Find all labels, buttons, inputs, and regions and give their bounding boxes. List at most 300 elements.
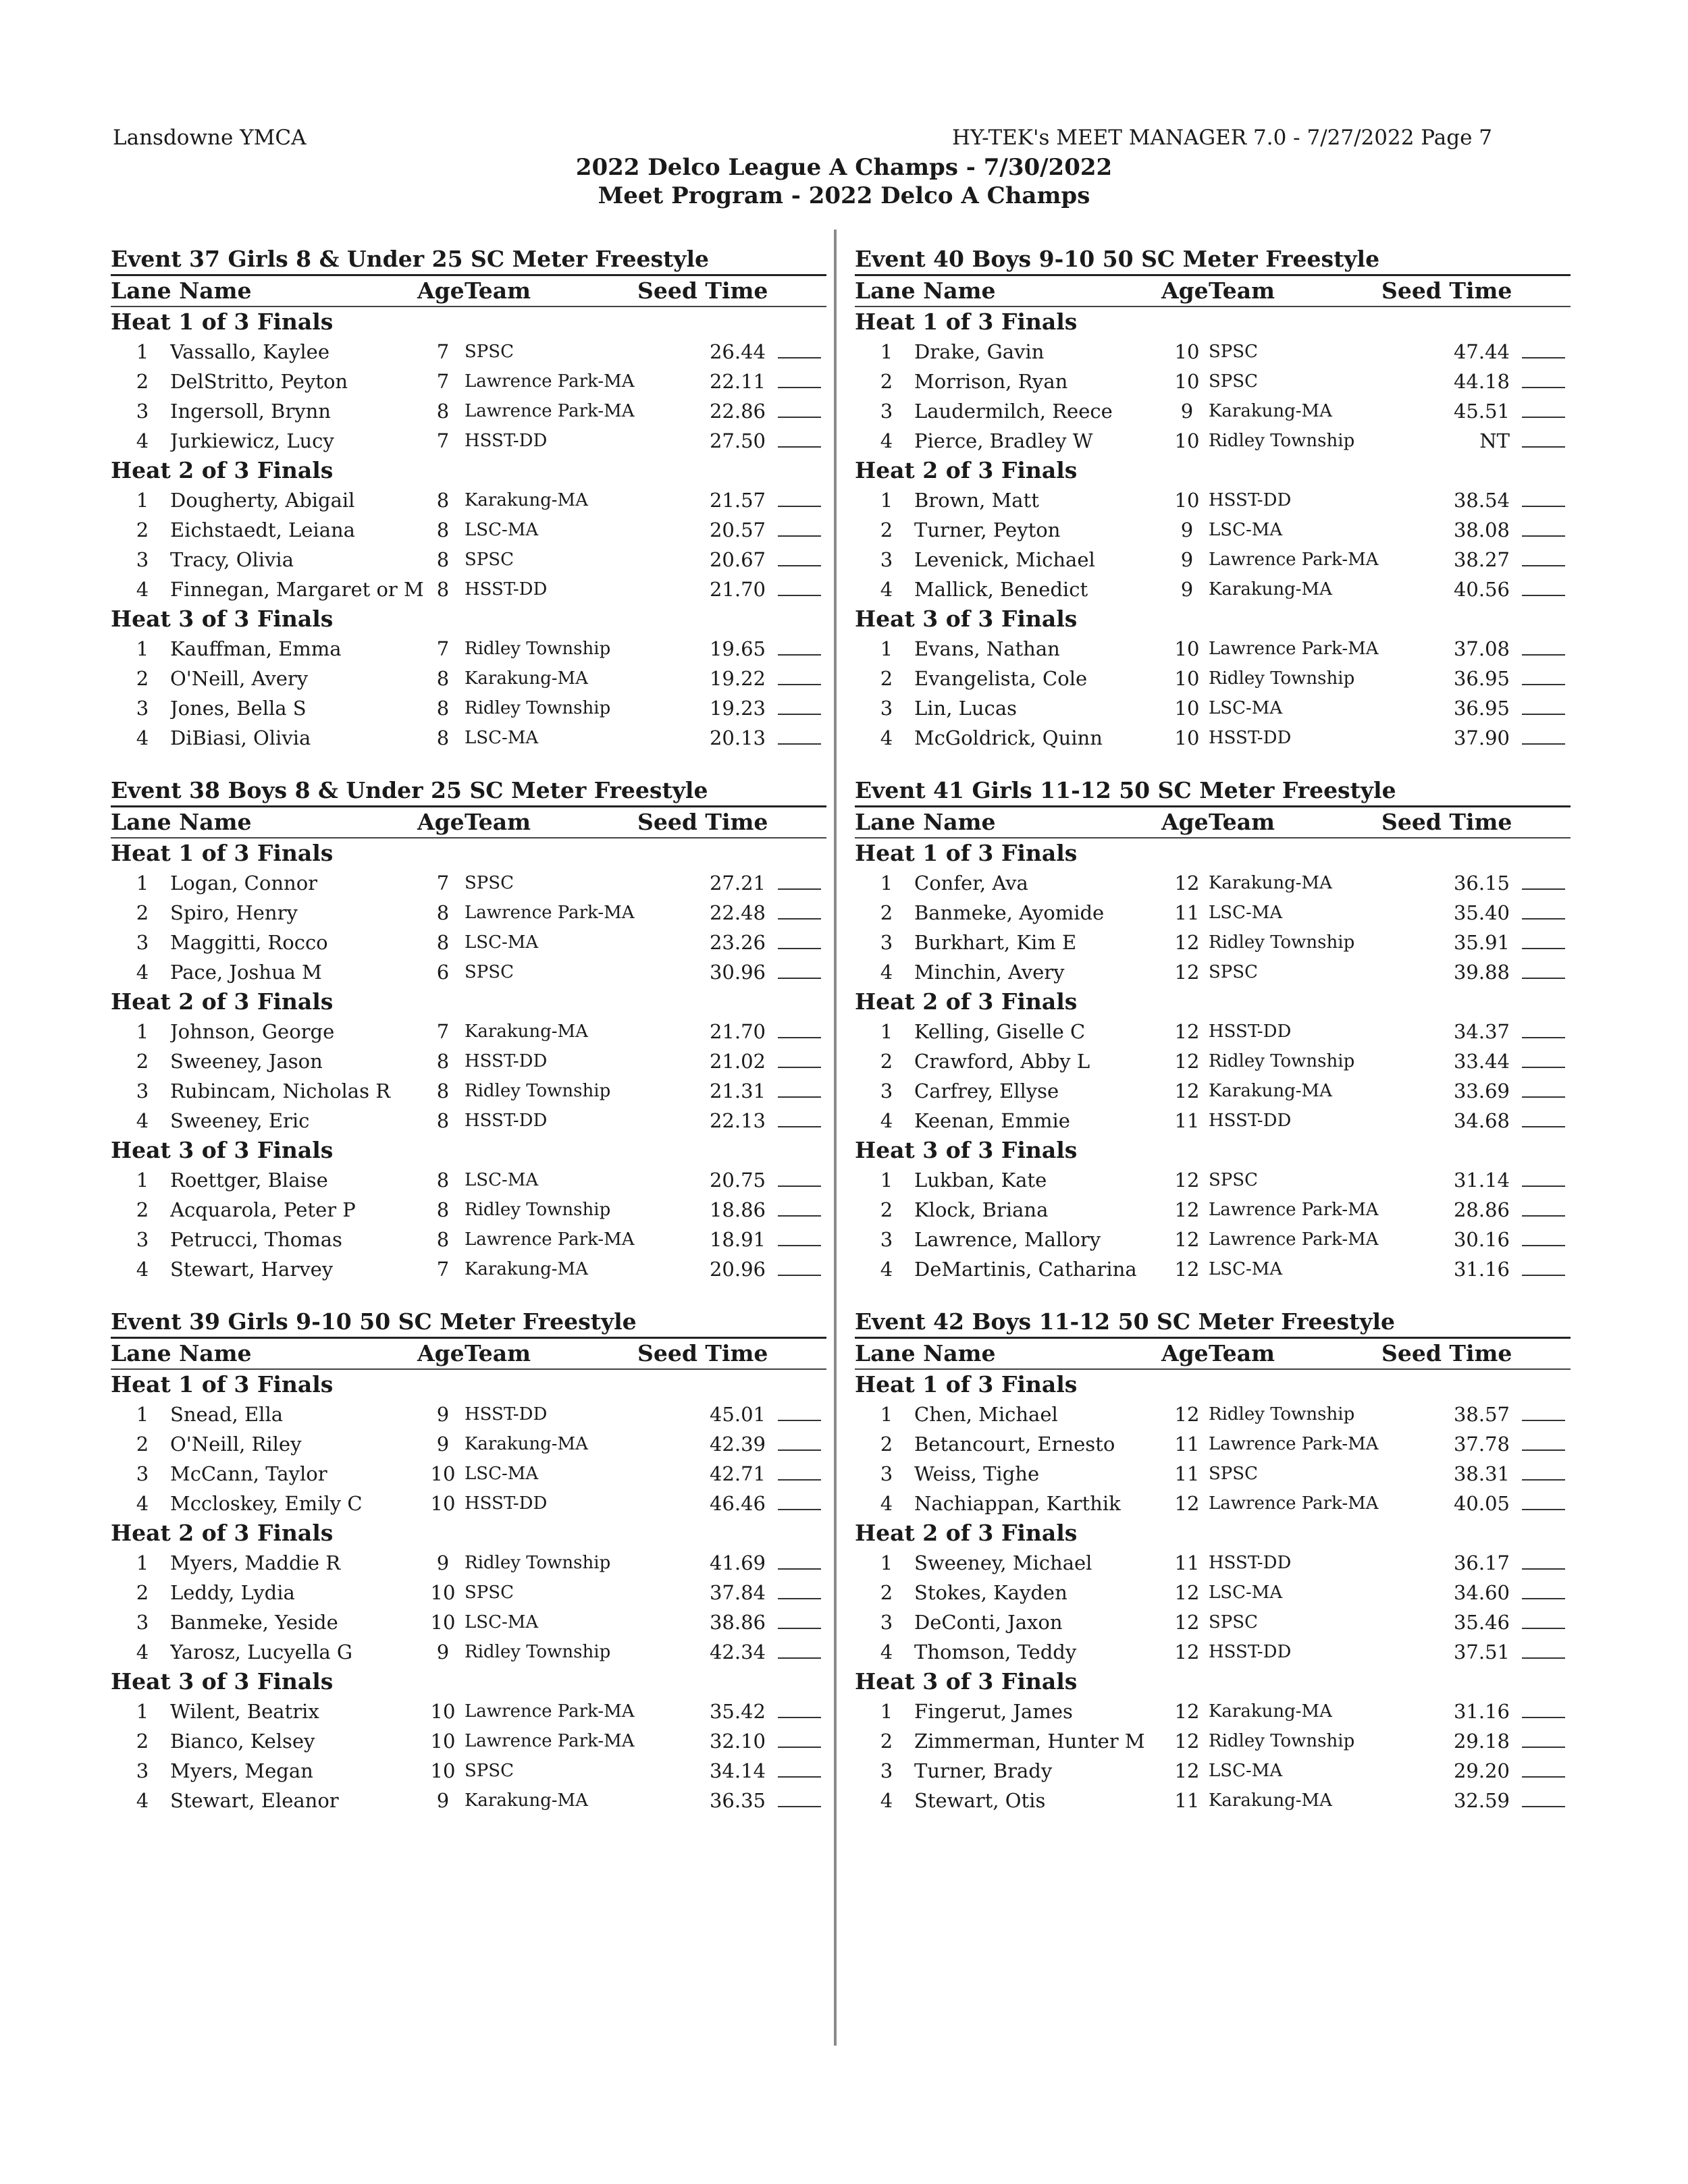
entry-row — [855, 957, 1571, 987]
team-name: SPSC — [465, 1582, 515, 1603]
team-name: SPSC — [465, 962, 515, 982]
lane-number: 1 — [880, 637, 893, 660]
heat-label: Heat 3 of 3 Finals — [111, 1668, 334, 1695]
seed-time-header: Seed Time — [637, 809, 768, 835]
swimmer-name: O'Neill, Riley — [170, 1433, 302, 1456]
entry-row — [111, 1786, 826, 1815]
event-block — [111, 776, 826, 1284]
seed-time: 21.70 — [709, 578, 766, 601]
entry-row — [855, 723, 1571, 753]
seed-time: 42.71 — [709, 1462, 766, 1485]
result-blank-line — [1522, 714, 1565, 715]
swimmer-name: Logan, Connor — [170, 872, 318, 895]
entry-row — [855, 1726, 1571, 1756]
result-blank-line — [1522, 1657, 1565, 1659]
seed-time: 31.16 — [1453, 1700, 1510, 1723]
seed-time: 34.60 — [1453, 1581, 1510, 1604]
result-blank-line — [778, 417, 821, 418]
team-name: Ridley Township — [1209, 668, 1355, 689]
swimmer-age: 12 — [1174, 1228, 1200, 1251]
result-blank-line — [1522, 1067, 1565, 1068]
swimmer-age: 7 — [436, 370, 450, 393]
seed-time: 37.08 — [1453, 637, 1510, 660]
team-name: Karakung-MA — [465, 490, 588, 510]
swimmer-age: 11 — [1174, 1433, 1200, 1456]
result-blank-line — [778, 1420, 821, 1421]
heat-label: Heat 2 of 3 Finals — [855, 988, 1078, 1015]
swimmer-age: 9 — [436, 1403, 450, 1426]
seed-time: 20.96 — [709, 1258, 766, 1281]
swimmer-name: Roettger, Blaise — [170, 1169, 328, 1192]
swimmer-name: Jurkiewicz, Lucy — [170, 429, 334, 452]
swimmer-name: Banmeke, Ayomide — [914, 901, 1105, 924]
entry-row — [855, 664, 1571, 693]
swimmer-age: 10 — [430, 1462, 456, 1485]
team-name: LSC-MA — [1209, 1582, 1283, 1603]
swimmer-age: 9 — [436, 1551, 450, 1574]
swimmer-age: 10 — [1174, 667, 1200, 690]
team-name: SPSC — [465, 1761, 515, 1781]
swimmer-name: Maggitti, Rocco — [170, 931, 328, 954]
team-name: HSST-DD — [1209, 490, 1292, 510]
entry-row — [855, 868, 1571, 898]
team-name: Lawrence Park-MA — [465, 1731, 635, 1751]
swimmer-name: Bianco, Kelsey — [170, 1730, 315, 1753]
swimmer-name: Levenick, Michael — [914, 548, 1095, 571]
left-column — [111, 244, 826, 1838]
seed-time: 44.18 — [1453, 370, 1510, 393]
lane-number: 1 — [880, 1700, 893, 1723]
event-block — [111, 244, 826, 753]
team-name: Karakung-MA — [465, 1259, 588, 1279]
lane-name-header: Lane Name — [111, 277, 252, 304]
swimmer-name: Brown, Matt — [914, 489, 1039, 512]
seed-time: 22.48 — [709, 901, 766, 924]
swimmer-name: Minchin, Avery — [914, 961, 1065, 984]
swimmer-age: 12 — [1174, 1403, 1200, 1426]
seed-time: 34.37 — [1453, 1020, 1510, 1043]
column-header — [855, 807, 1571, 838]
entry-row — [855, 575, 1571, 604]
result-blank-line — [1522, 1479, 1565, 1481]
swimmer-name: O'Neill, Avery — [170, 667, 309, 690]
seed-time: 20.57 — [709, 518, 766, 541]
lane-number: 4 — [880, 1641, 893, 1663]
seed-time: 42.39 — [709, 1433, 766, 1456]
entry-row — [855, 1489, 1571, 1518]
seed-time: 37.84 — [709, 1581, 766, 1604]
team-name: Lawrence Park-MA — [1209, 1229, 1379, 1250]
result-blank-line — [778, 888, 821, 890]
swimmer-name: Ingersoll, Brynn — [170, 400, 331, 423]
team-name: SPSC — [1209, 1464, 1259, 1484]
swimmer-name: Rubincam, Nicholas R — [170, 1080, 391, 1102]
swimmer-age: 11 — [1174, 1462, 1200, 1485]
entry-row — [855, 1756, 1571, 1786]
entry-row — [855, 928, 1571, 957]
team-name: HSST-DD — [1209, 1553, 1292, 1573]
lane-number: 4 — [136, 1109, 149, 1132]
seed-time: 28.86 — [1453, 1198, 1510, 1221]
swimmer-name: Chen, Michael — [914, 1403, 1058, 1426]
column-divider — [834, 230, 837, 2046]
swimmer-name: Stewart, Otis — [914, 1789, 1046, 1812]
swimmer-age: 8 — [436, 1050, 450, 1073]
lane-number: 3 — [880, 931, 893, 954]
seed-time: 30.96 — [709, 961, 766, 984]
entry-row — [111, 515, 826, 545]
seed-time: 18.86 — [709, 1198, 766, 1221]
seed-time: 36.17 — [1453, 1551, 1510, 1574]
seed-time: 39.88 — [1453, 961, 1510, 984]
seed-time: 38.08 — [1453, 518, 1510, 541]
lane-number: 4 — [880, 1109, 893, 1132]
team-header: Team — [1209, 1340, 1275, 1366]
swimmer-name: Kelling, Giselle C — [914, 1020, 1086, 1043]
column-header — [855, 1339, 1571, 1370]
swimmer-age: 12 — [1174, 1169, 1200, 1192]
result-blank-line — [1522, 918, 1565, 920]
swimmer-age: 8 — [436, 697, 450, 720]
event-title: Event 40 Boys 9-10 50 SC Meter Freestyle — [855, 244, 1571, 276]
column-header — [855, 276, 1571, 307]
swimmer-name: Tracy, Olivia — [170, 548, 294, 571]
lane-name-header: Lane Name — [855, 277, 996, 304]
result-blank-line — [778, 1657, 821, 1659]
swimmer-age: 7 — [436, 1020, 450, 1043]
swimmer-name: Crawford, Abby L — [914, 1050, 1090, 1073]
lane-number: 4 — [136, 1641, 149, 1663]
team-name: SPSC — [1209, 962, 1259, 982]
entry-row — [111, 485, 826, 515]
result-blank-line — [1522, 684, 1565, 685]
heat-label: Heat 1 of 3 Finals — [111, 1371, 334, 1397]
team-name: Ridley Township — [465, 698, 611, 718]
lane-number: 4 — [880, 961, 893, 984]
swimmer-name: Betancourt, Ernesto — [914, 1433, 1115, 1456]
entry-row — [855, 1786, 1571, 1815]
seed-time: 18.91 — [709, 1228, 766, 1251]
swimmer-age: 12 — [1174, 1700, 1200, 1723]
swimmer-name: Pierce, Bradley W — [914, 429, 1093, 452]
team-name: Lawrence Park-MA — [1209, 639, 1379, 659]
entry-row — [111, 1756, 826, 1786]
swimmer-name: Carfrey, Ellyse — [914, 1080, 1059, 1102]
entry-row — [111, 1195, 826, 1225]
swimmer-age: 9 — [436, 1641, 450, 1663]
swimmer-age: 7 — [436, 1258, 450, 1281]
entry-row — [855, 898, 1571, 928]
lane-number: 4 — [880, 578, 893, 601]
lane-number: 4 — [136, 578, 149, 601]
lane-number: 1 — [136, 1169, 149, 1192]
swimmer-name: Finnegan, Margaret or M — [170, 578, 424, 601]
swimmer-name: Mallick, Benedict — [914, 578, 1088, 601]
entry-row — [111, 723, 826, 753]
lane-number: 3 — [136, 400, 149, 423]
result-blank-line — [1522, 446, 1565, 448]
lane-number: 2 — [136, 901, 149, 924]
result-blank-line — [1522, 506, 1565, 507]
swimmer-name: Pace, Joshua M — [170, 961, 322, 984]
meet-host: Lansdowne YMCA — [113, 126, 307, 150]
result-blank-line — [1522, 1449, 1565, 1451]
lane-number: 2 — [136, 370, 149, 393]
lane-number: 2 — [880, 667, 893, 690]
team-name: Ridley Township — [465, 1081, 611, 1101]
lane-number: 1 — [136, 340, 149, 363]
lane-number: 4 — [136, 429, 149, 452]
entry-row — [855, 1697, 1571, 1726]
seed-time: 38.27 — [1453, 548, 1510, 571]
lane-number: 3 — [880, 400, 893, 423]
heat-label: Heat 2 of 3 Finals — [111, 1520, 334, 1546]
swimmer-name: Stokes, Kayden — [914, 1581, 1067, 1604]
lane-name-header: Lane Name — [111, 1340, 252, 1366]
event-title: Event 42 Boys 11-12 50 SC Meter Freestyle — [855, 1307, 1571, 1339]
swimmer-name: Snead, Ella — [170, 1403, 284, 1426]
team-name: SPSC — [1209, 1170, 1259, 1190]
team-name: Karakung-MA — [1209, 1790, 1332, 1811]
swimmer-name: Lukban, Kate — [914, 1169, 1047, 1192]
team-name: Lawrence Park-MA — [465, 1229, 635, 1250]
result-blank-line — [1522, 1628, 1565, 1629]
entry-row — [855, 396, 1571, 426]
result-blank-line — [778, 1067, 821, 1068]
team-header: Team — [1209, 277, 1275, 304]
team-name: LSC-MA — [1209, 698, 1283, 718]
swimmer-name: McCann, Taylor — [170, 1462, 327, 1485]
entry-row — [855, 545, 1571, 575]
result-blank-line — [1522, 417, 1565, 418]
team-name: HSST-DD — [1209, 1021, 1292, 1042]
result-blank-line — [778, 1275, 821, 1276]
meet-title: 2022 Delco League A Champs - 7/30/2022 — [575, 154, 1113, 181]
seed-time: 27.21 — [709, 872, 766, 895]
swimmer-name: Evangelista, Cole — [914, 667, 1088, 690]
seed-time: 30.16 — [1453, 1228, 1510, 1251]
event-block — [111, 1307, 826, 1815]
swimmer-age: 10 — [430, 1700, 456, 1723]
swimmer-age: 12 — [1174, 1730, 1200, 1753]
result-blank-line — [778, 1186, 821, 1187]
heat-label: Heat 1 of 3 Finals — [111, 309, 334, 335]
swimmer-name: Jones, Bella S — [170, 697, 307, 720]
result-blank-line — [1522, 1096, 1565, 1098]
seed-time: 35.46 — [1453, 1611, 1510, 1634]
entry-row — [855, 1400, 1571, 1429]
lane-number: 2 — [136, 1433, 149, 1456]
team-name: LSC-MA — [1209, 1761, 1283, 1781]
seed-time-header: Seed Time — [1381, 277, 1512, 304]
seed-time: 36.15 — [1453, 872, 1510, 895]
entry-row — [111, 545, 826, 575]
result-blank-line — [778, 1509, 821, 1510]
seed-time: 36.35 — [709, 1789, 766, 1812]
swimmer-name: Morrison, Ryan — [914, 370, 1068, 393]
entry-row — [855, 693, 1571, 723]
swimmer-name: Vassallo, Kaylee — [170, 340, 330, 363]
entry-row — [111, 1017, 826, 1046]
team-name: SPSC — [465, 342, 515, 362]
lane-number: 3 — [136, 931, 149, 954]
team-name: Ridley Township — [465, 1642, 611, 1662]
result-blank-line — [1522, 387, 1565, 388]
swimmer-name: Klock, Briana — [914, 1198, 1049, 1221]
lane-number: 2 — [136, 667, 149, 690]
team-name: SPSC — [465, 550, 515, 570]
swimmer-name: Burkhart, Kim E — [914, 931, 1077, 954]
swimmer-age: 6 — [436, 961, 450, 984]
swimmer-age: 8 — [436, 726, 450, 749]
entry-row — [111, 868, 826, 898]
lane-number: 3 — [136, 1228, 149, 1251]
event-title: Event 39 Girls 9-10 50 SC Meter Freestyle — [111, 1307, 826, 1339]
team-header: Team — [465, 809, 531, 835]
result-blank-line — [1522, 1275, 1565, 1276]
lane-number: 2 — [880, 1433, 893, 1456]
swimmer-name: Confer, Ava — [914, 872, 1028, 895]
lane-number: 4 — [136, 1789, 149, 1812]
team-name: SPSC — [465, 873, 515, 893]
swimmer-age: 10 — [430, 1492, 456, 1515]
result-blank-line — [778, 1096, 821, 1098]
entry-row — [111, 396, 826, 426]
seed-time: 35.40 — [1453, 901, 1510, 924]
entry-row — [855, 634, 1571, 664]
entry-row — [111, 928, 826, 957]
swimmer-age: 10 — [1174, 340, 1200, 363]
team-name: LSC-MA — [1209, 520, 1283, 540]
swimmer-age: 9 — [1180, 578, 1194, 601]
age-header: Age — [417, 1340, 465, 1366]
seed-time: 34.14 — [709, 1759, 766, 1782]
result-blank-line — [1522, 1037, 1565, 1038]
result-blank-line — [1522, 654, 1565, 656]
lane-number: 1 — [880, 872, 893, 895]
swimmer-name: Kauffman, Emma — [170, 637, 342, 660]
team-name: Lawrence Park-MA — [465, 371, 635, 392]
swimmer-age: 8 — [436, 548, 450, 571]
team-name: HSST-DD — [465, 1493, 548, 1514]
seed-time: 21.57 — [709, 489, 766, 512]
seed-time: 41.69 — [709, 1551, 766, 1574]
lane-number: 1 — [880, 1020, 893, 1043]
seed-time: 38.57 — [1453, 1403, 1510, 1426]
entry-row — [855, 426, 1571, 456]
age-header: Age — [1161, 277, 1209, 304]
result-blank-line — [778, 1628, 821, 1629]
entry-row — [855, 1548, 1571, 1578]
result-blank-line — [778, 918, 821, 920]
seed-time: 45.01 — [709, 1403, 766, 1426]
swimmer-age: 9 — [436, 1789, 450, 1812]
age-header: Age — [1161, 809, 1209, 835]
column-header — [111, 276, 826, 307]
swimmer-age: 10 — [1174, 726, 1200, 749]
result-blank-line — [778, 948, 821, 949]
swimmer-age: 11 — [1174, 1551, 1200, 1574]
swimmer-age: 12 — [1174, 931, 1200, 954]
lane-name-header: Lane Name — [855, 1340, 996, 1366]
team-name: HSST-DD — [1209, 728, 1292, 748]
entry-row — [855, 1106, 1571, 1136]
swimmer-name: Mccloskey, Emily C — [170, 1492, 363, 1515]
result-blank-line — [778, 446, 821, 448]
team-name: LSC-MA — [465, 728, 539, 748]
swimmer-age: 12 — [1174, 1020, 1200, 1043]
result-blank-line — [1522, 1126, 1565, 1127]
swimmer-name: Eichstaedt, Leiana — [170, 518, 355, 541]
lane-number: 4 — [880, 726, 893, 749]
entry-row — [111, 1254, 826, 1284]
swimmer-name: Evans, Nathan — [914, 637, 1060, 660]
team-name: Karakung-MA — [465, 1790, 588, 1811]
swimmer-age: 7 — [436, 637, 450, 660]
team-name: HSST-DD — [465, 1051, 548, 1071]
swimmer-name: Yarosz, Lucyella G — [170, 1641, 353, 1663]
entry-row — [111, 1607, 826, 1637]
result-blank-line — [1522, 1598, 1565, 1599]
swimmer-name: Petrucci, Thomas — [170, 1228, 342, 1251]
result-blank-line — [778, 684, 821, 685]
lane-number: 4 — [136, 1258, 149, 1281]
lane-number: 3 — [136, 1462, 149, 1485]
lane-number: 2 — [880, 1050, 893, 1073]
seed-time: 20.67 — [709, 548, 766, 571]
entry-row — [111, 367, 826, 396]
team-header: Team — [1209, 809, 1275, 835]
result-blank-line — [1522, 1509, 1565, 1510]
team-name: LSC-MA — [465, 1612, 539, 1632]
lane-number: 3 — [136, 697, 149, 720]
entry-row — [855, 1429, 1571, 1459]
result-blank-line — [778, 1126, 821, 1127]
entry-row — [111, 1489, 826, 1518]
heat-label: Heat 3 of 3 Finals — [855, 1668, 1078, 1695]
result-blank-line — [778, 654, 821, 656]
team-name: Karakung-MA — [1209, 873, 1332, 893]
swimmer-age: 8 — [436, 931, 450, 954]
seed-time: 45.51 — [1453, 400, 1510, 423]
swimmer-name: Myers, Megan — [170, 1759, 313, 1782]
team-name: Lawrence Park-MA — [465, 401, 635, 421]
lane-number: 3 — [880, 548, 893, 571]
right-column — [855, 244, 1571, 1838]
seed-time: 40.56 — [1453, 578, 1510, 601]
seed-time: 40.05 — [1453, 1492, 1510, 1515]
result-blank-line — [1522, 1245, 1565, 1246]
entry-row — [111, 957, 826, 987]
seed-time: 35.42 — [709, 1700, 766, 1723]
age-header: Age — [417, 277, 465, 304]
swimmer-age: 7 — [436, 872, 450, 895]
program-title: Meet Program - 2022 Delco A Champs — [598, 182, 1090, 209]
entry-row — [111, 664, 826, 693]
seed-time: 23.26 — [709, 931, 766, 954]
team-name: Lawrence Park-MA — [465, 1701, 635, 1722]
entry-row — [111, 1429, 826, 1459]
team-name: HSST-DD — [465, 1111, 548, 1131]
swimmer-age: 8 — [436, 1169, 450, 1192]
seed-time: 32.10 — [709, 1730, 766, 1753]
swimmer-age: 8 — [436, 400, 450, 423]
result-blank-line — [1522, 1776, 1565, 1778]
lane-number: 2 — [880, 370, 893, 393]
heat-label: Heat 2 of 3 Finals — [111, 988, 334, 1015]
team-name: Karakung-MA — [465, 1434, 588, 1454]
lane-number: 3 — [880, 1759, 893, 1782]
